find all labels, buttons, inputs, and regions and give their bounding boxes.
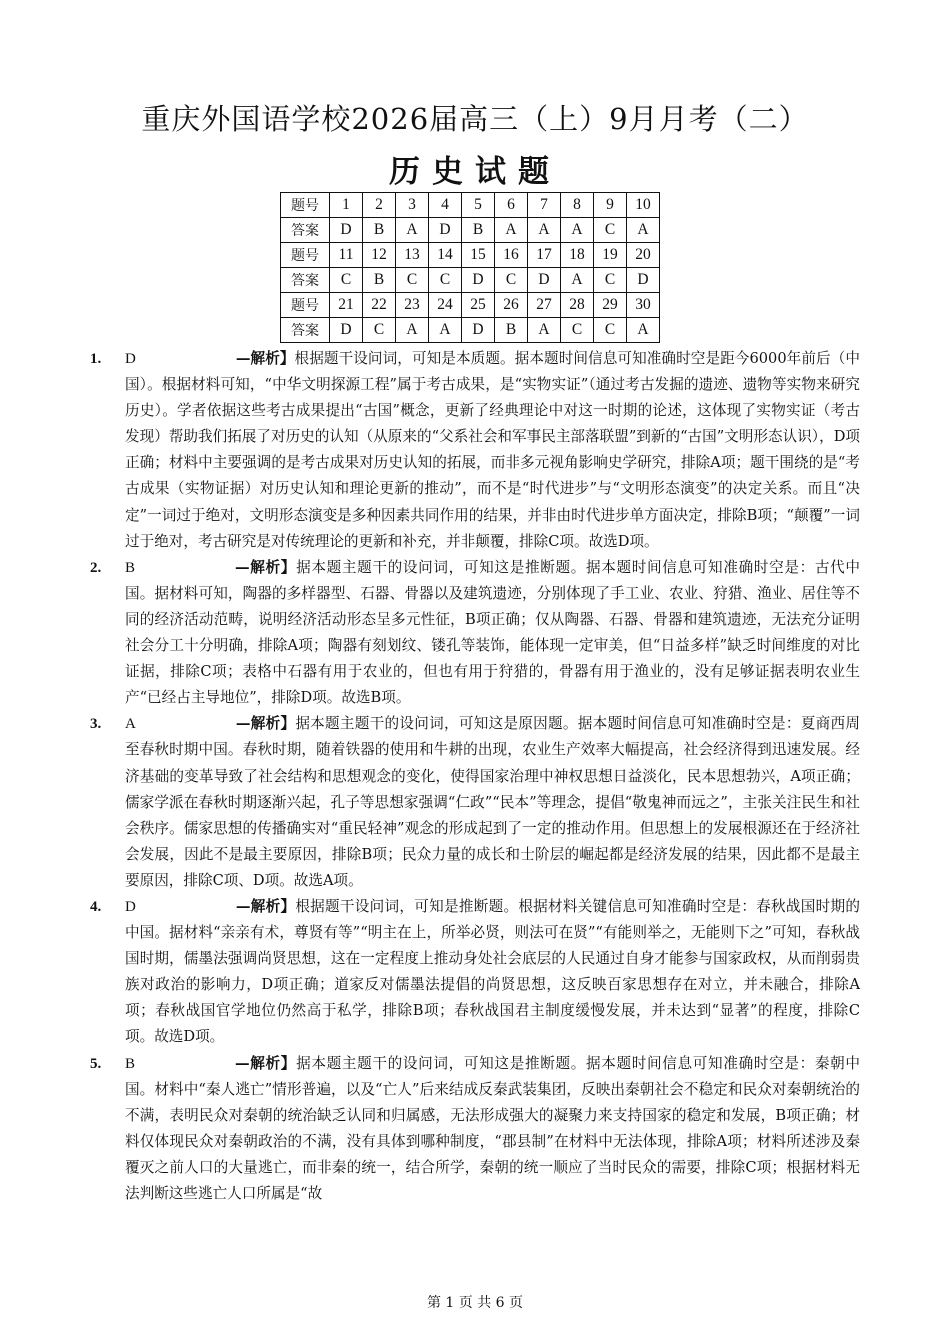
question-number-cell: 6 — [495, 193, 528, 218]
answer-cell: C — [363, 318, 396, 343]
question-number-cell: 28 — [561, 293, 594, 318]
answer-cell: D — [429, 218, 462, 243]
answer-cell: B — [363, 218, 396, 243]
question-number-cell: 1 — [330, 193, 363, 218]
question-number-cell: 2 — [363, 193, 396, 218]
analysis-label: —解析】 — [235, 558, 297, 576]
item-text: 根据题干设问词，可知是本质题。据本题时间信息可知准确时空是距今6000年前后（中国）。根据材料可知，“中华文明探源工程”属于考古成果，是“实物实证”（通过考古发掘的遗迹、遗物等实物来研究历史）。学者依据这些考古成果提出“古国”概念，更新了经典理论中对这一时期的论述，这体现了实物实证（考古发现）帮助我们拓展了对历史的认知（从原来的“父系社会和军事民主部落联盟”到新的“古国”文明形态认识），D项正确；材料中主要强调的是考古成果对历史认知的拓展，而非多元视角影响史学研究，排除A项；题干围绕的是“考古成果（实物证据）对历史认知和理论更新的推动”，而不是“时代进步”与“文明形态演变”的决定关系。而且“决定”一词过于绝对，文明形态演变是多种因素共同作用的结果，并非由时代进步单方面决定，排除B项；“颠覆”一词过于绝对，考古研究是对传统理论的更新和补充，并非颠覆，排除C项。故选D项。 — [125, 350, 860, 550]
question-number-cell: 21 — [330, 293, 363, 318]
table-row-answers — [281, 218, 660, 243]
question-number-cell: 15 — [462, 243, 495, 268]
answer-cell: B — [363, 268, 396, 293]
question-number-cell: 23 — [396, 293, 429, 318]
question-number-cell: 7 — [528, 193, 561, 218]
table-row-question-numbers — [281, 293, 660, 318]
question-number-cell: 26 — [495, 293, 528, 318]
analysis-label: —解析】 — [235, 1054, 297, 1072]
question-number-cell: 20 — [627, 243, 660, 268]
item-text: 据本题主题干的设问词，可知这是推断题。据本题时间信息可知准确时空是：秦朝中国。材料中“秦人逃亡”情形普遍，以及“亡人”后来结成反秦武装集团，反映出秦朝社会不稳定和民众对秦朝统治的不满，表明民众对秦朝的统治缺乏认同和归属感，无法形成强大的凝聚力来支持国家的稳定和发展，B项正确；材料仅体现民众对秦朝政治的不满，没有具体到哪种制度，“郡县制”在材料中无法体现，排除A项；材料所述涉及秦覆灭之前人口的大量逃亡，而非秦的统一，结合所学，秦朝的统一顺应了当时民众的需要，排除C项；根据材料无法判断这些逃亡人口所属是“故 — [125, 1054, 860, 1202]
item-answer: B — [125, 559, 136, 576]
page-footer: 第 1 页 共 6 页 — [426, 1295, 524, 1311]
answer-cell: D — [462, 318, 495, 343]
explanation-list — [90, 346, 860, 1207]
table-row-answers — [281, 318, 660, 343]
row-label-question: 题号 — [281, 193, 330, 218]
page-title: 重庆外国语学校2026届高三（上）9月月考（二） — [141, 102, 809, 136]
explanation-item — [90, 346, 860, 555]
answer-cell: D — [627, 268, 660, 293]
item-number: 4. — [90, 898, 102, 915]
answer-cell: D — [330, 218, 363, 243]
question-number-cell: 8 — [561, 193, 594, 218]
item-text: 据本题主题干的设问词，可知这是原因题。据本题时间信息可知准确时空是：夏商西周至春秋时期中国。春秋时期，随着铁器的使用和牛耕的出现，农业生产效率大幅提高，社会经济得到迅速发展。经济基础的变革导致了社会结构和思想观念的变化，使得国家治理中神权思想日益淡化，民本思想勃兴，A项正确；儒家学派在春秋时期逐渐兴起，孔子等思想家强调“仁政”“民本”等理念，提倡“敬鬼神而远之”，主张关注民生和社会秩序。儒家思想的传播确实对“重民轻神”观念的形成起到了一定的推动作用。但思想上的发展根源还在于经济社会发展，因此不是最主要原因，排除B项；民众力量的成长和士阶层的崛起都是经济发展的结果，因此都不是最主要原因，排除C项、D项。故选A项。 — [125, 715, 860, 889]
item-text: 根据题干设问词，可知是推断题。根据材料关键信息可知准确时空是：春秋战国时期的中国。据材料“亲亲有术，尊贤有等”“明主在上，所举必贤，则法可在贤”“有能则举之，无能则下之”可知，春秋战国时期，儒墨法强调尚贤思想，这在一定程度上推动身处社会底层的人民通过自身才能参与国家政权，从而削弱贵族对政治的影响力，D项正确；道家反对儒墨法提倡的尚贤思想，这反映百家思想存在对立，并未融合，排除A项；春秋战国官学地位仍然高于私学，排除B项；春秋战国君主制度缓慢发展，并未达到“显著”的程度，排除C项。故选D项。 — [125, 897, 860, 1046]
row-label-question: 题号 — [281, 293, 330, 318]
question-number-cell: 17 — [528, 243, 561, 268]
row-label-answer: 答案 — [281, 218, 330, 243]
question-number-cell: 14 — [429, 243, 462, 268]
answer-cell: C — [396, 268, 429, 293]
answer-cell: C — [594, 318, 627, 343]
answer-cell: B — [495, 318, 528, 343]
question-number-cell: 10 — [627, 193, 660, 218]
answer-cell: C — [594, 268, 627, 293]
item-number: 1. — [90, 351, 102, 367]
table-row-question-numbers — [281, 243, 660, 268]
question-number-cell: 18 — [561, 243, 594, 268]
row-label-answer: 答案 — [281, 268, 330, 293]
question-number-cell: 19 — [594, 243, 627, 268]
question-number-cell: 4 — [429, 193, 462, 218]
question-number-cell: 30 — [627, 293, 660, 318]
question-number-cell: 27 — [528, 293, 561, 318]
row-label-question: 题号 — [281, 243, 330, 268]
item-answer: D — [125, 898, 136, 915]
analysis-label: —解析】 — [235, 350, 295, 367]
answer-cell: A — [396, 218, 429, 243]
question-number-cell: 29 — [594, 293, 627, 318]
question-number-cell: 12 — [363, 243, 396, 268]
question-number-cell: 24 — [429, 293, 462, 318]
question-number-cell: 3 — [396, 193, 429, 218]
answer-cell: A — [561, 268, 594, 293]
item-number: 5. — [90, 1055, 102, 1072]
answer-cell: A — [561, 218, 594, 243]
answer-cell: A — [495, 218, 528, 243]
question-number-cell: 13 — [396, 243, 429, 268]
question-number-cell: 16 — [495, 243, 528, 268]
item-number: 2. — [90, 559, 102, 576]
answer-table — [280, 192, 660, 343]
table-row-answers — [281, 268, 660, 293]
answer-cell: A — [627, 218, 660, 243]
answer-cell: D — [462, 268, 495, 293]
answer-cell: C — [330, 268, 363, 293]
item-answer: B — [125, 1055, 136, 1072]
question-number-cell: 11 — [330, 243, 363, 268]
item-answer: D — [125, 351, 136, 367]
item-text: 据本题主题干的设问词，可知这是推断题。据本题时间信息可知准确时空是：古代中国。据材料可知，陶器的多样器型、石器、骨器以及建筑遗迹，分别体现了手工业、农业、狩猎、渔业、居住等不同的经济活动范畴，说明经济活动形态呈多元性征，B项正确；仅从陶器、石器、骨器和建筑遗迹，无法充分证明社会分工十分明确，排除A项；陶器有刻划纹、镂孔等装饰，能体现一定审美，但“日益多样”缺乏时间维度的对比证据，排除C项；表格中石器有用于农业的，但也有用于狩猎的，骨器有用于渔业的，没有足够证据表明农业生产“已经占主导地位”，排除D项。故选B项。 — [125, 558, 860, 707]
answer-cell: C — [594, 218, 627, 243]
question-number-cell: 22 — [363, 293, 396, 318]
answer-cell: A — [627, 318, 660, 343]
table-row-question-numbers — [281, 193, 660, 218]
answer-cell: C — [429, 268, 462, 293]
answer-cell: A — [528, 218, 561, 243]
question-number-cell: 5 — [462, 193, 495, 218]
answer-cell: A — [429, 318, 462, 343]
item-number: 3. — [90, 716, 102, 733]
question-number-cell: 9 — [594, 193, 627, 218]
row-label-answer: 答案 — [281, 318, 330, 343]
answer-cell: A — [396, 318, 429, 343]
explanation-item — [90, 555, 860, 712]
item-answer: A — [125, 716, 136, 733]
answer-cell: D — [330, 318, 363, 343]
explanation-item — [90, 711, 860, 894]
answer-cell: D — [528, 268, 561, 293]
analysis-label: —解析】 — [235, 715, 296, 733]
explanation-item — [90, 1051, 860, 1208]
answer-cell: A — [528, 318, 561, 343]
page-subtitle: 历史试题 — [389, 154, 561, 190]
answer-cell: C — [561, 318, 594, 343]
analysis-label: —解析】 — [235, 897, 296, 915]
answer-cell: C — [495, 268, 528, 293]
answer-cell: B — [462, 218, 495, 243]
explanation-item — [90, 894, 860, 1051]
question-number-cell: 25 — [462, 293, 495, 318]
